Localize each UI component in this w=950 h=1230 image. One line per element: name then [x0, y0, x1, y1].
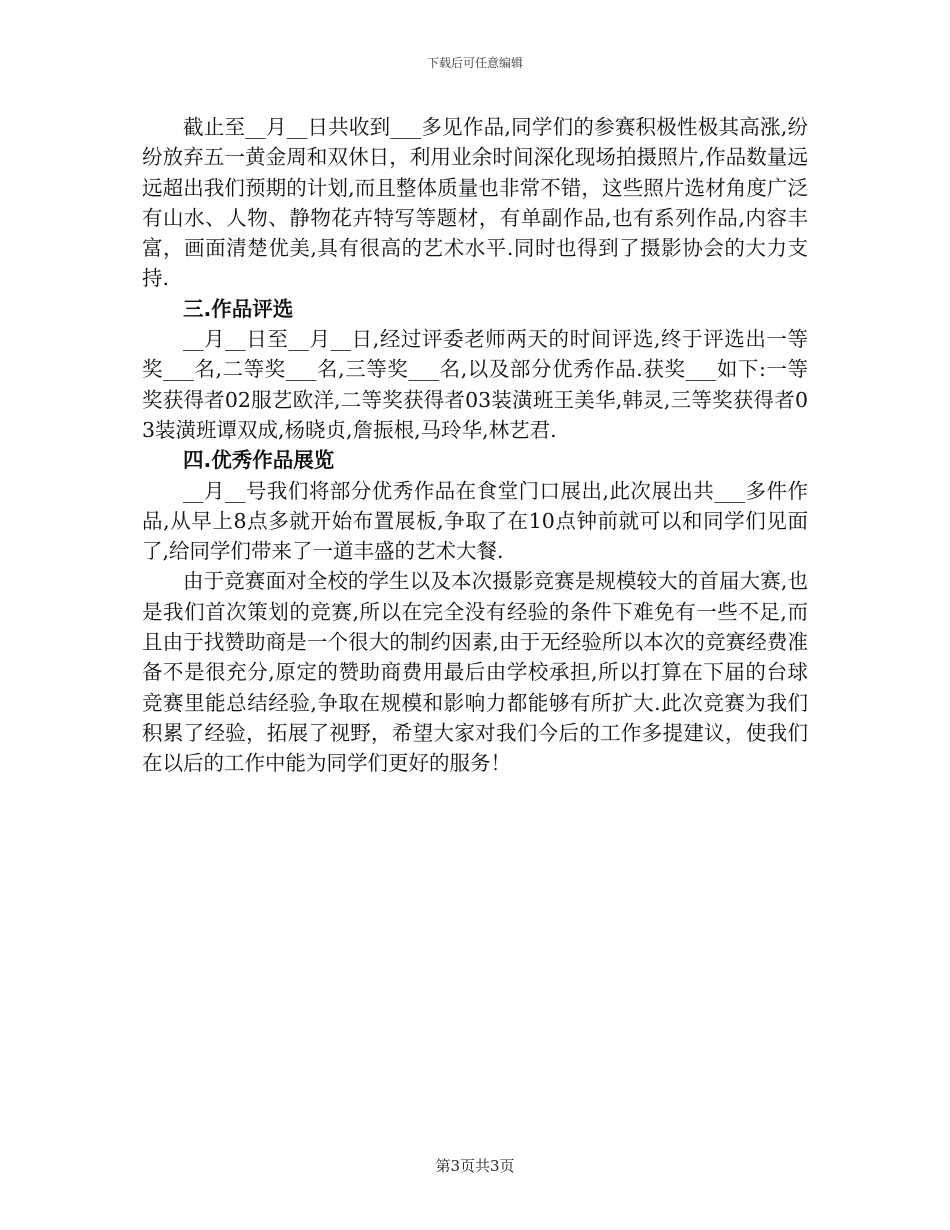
paragraph-summary: 由于竞赛面对全校的学生以及本次摄影竞赛是规模较大的首届大赛,也是我们首次策划的竞赛,所以在完全没有经验的条件下难免有一些不足,而且由于找赞助商是一个很大的制约因素,由于无经验所以本次的竞赛经费准备不是很充分,原定的赞助商费用最后由学校承担,所以打算在下届的台球竞赛里能总结经验,争取在规模和影响力都能够有所扩大.此次竞赛为我们积累了经验，拓展了视野，希望大家对我们今后的工作多提建议，使我们在以后的工作中能为同学们更好的服务！ — [142, 569, 808, 776]
section-heading-evaluation: 三.作品评选 — [183, 296, 294, 321]
document-body — [142, 112, 808, 779]
section-heading-exhibition: 四.优秀作品展览 — [183, 448, 335, 473]
page-header: 下载后可任意编辑 — [426, 56, 523, 70]
paragraph-submissions: 截止至__月__日共收到___多见作品,同学们的参赛积极性极其高涨,纷纷放弃五一黄金周和双休日，利用业余时间深化现场拍摄照片,作品数量远远超出我们预期的计划,而且整体质量也非常不错，这些照片选材角度广泛有山水、人物、静物花卉特写等题材，有单副作品,也有系列作品,内容丰富，画面清楚优美,具有很高的艺术水平.同时也得到了摄影协会的大力支持. — [142, 115, 808, 291]
paragraph-evaluation: __月__日至__月__日,经过评委老师两天的时间评选,终于评选出一等奖___名,二等奖___名,三等奖___名,以及部分优秀作品.获奖___如下:一等奖获得者02服艺欧洋,二等奖获得者03装潢班王美华,韩灵,三等奖获得者03装潢班谭双成,杨晓贞,詹振根,马玲华,林艺君. — [142, 327, 808, 442]
paragraph-exhibition: __月__号我们将部分优秀作品在食堂门口展出,此次展出共___多件作品,从早上8点多就开始布置展板,争取了在10点钟前就可以和同学们见面了,给同学们带来了一道丰盛的艺术大餐. — [142, 478, 808, 564]
page-number-footer: 第3页共3页 — [435, 1157, 515, 1175]
